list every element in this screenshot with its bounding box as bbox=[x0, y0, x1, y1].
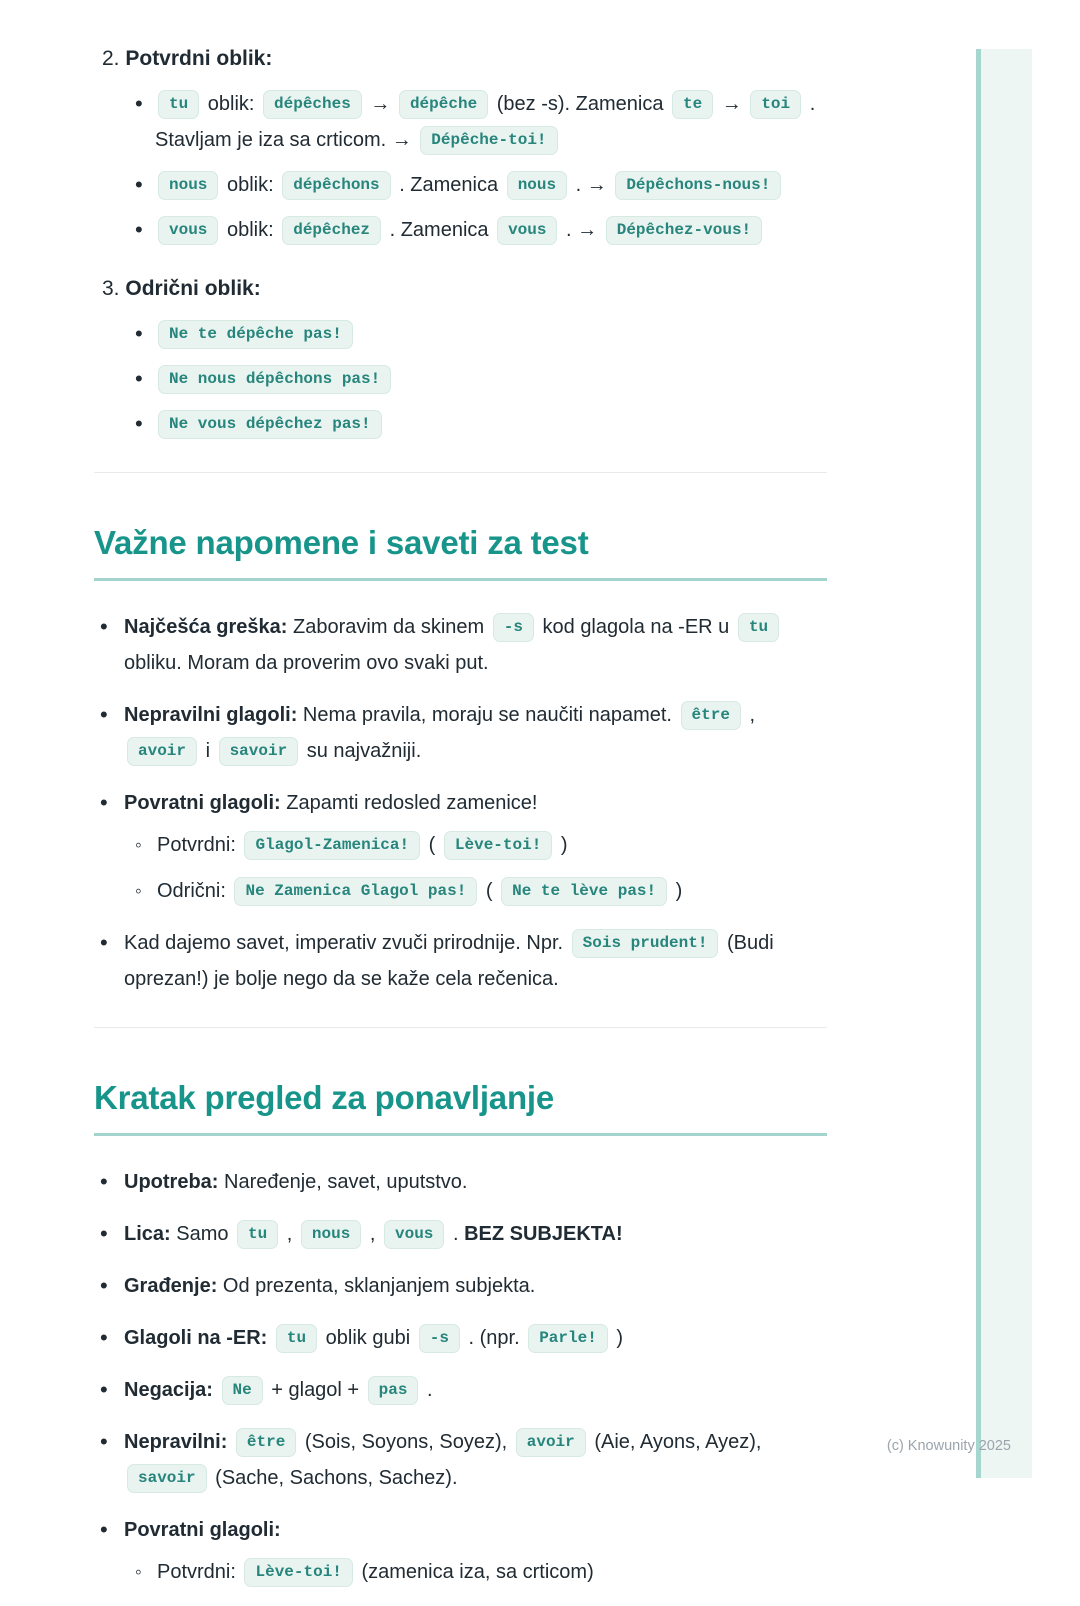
numbered-item bbox=[102, 274, 827, 304]
code-badge: dépêchons bbox=[282, 171, 390, 200]
text-run: (zamenica iza, sa crticom) bbox=[355, 1561, 594, 1583]
bullet-list bbox=[94, 86, 827, 248]
sub-bullet-list bbox=[124, 827, 827, 909]
section-heading: Kratak pregled za ponavljanje bbox=[94, 1078, 827, 1136]
code-badge: tu bbox=[276, 1324, 317, 1353]
text-run: . bbox=[421, 1379, 433, 1401]
bullet-item bbox=[94, 1320, 827, 1356]
bullet-item bbox=[94, 1164, 827, 1200]
code-badge: tu bbox=[738, 613, 779, 642]
code-badge: Dépêchez-vous! bbox=[606, 216, 762, 245]
text-run: Odrični: bbox=[157, 880, 232, 902]
text-run: , bbox=[743, 704, 756, 726]
text-run: + glagol + bbox=[265, 1379, 365, 1401]
code-badge: savoir bbox=[127, 1464, 207, 1493]
text-run: (Sache, Sachons, Sachez). bbox=[209, 1467, 458, 1489]
numbered-item-title: Potvrdni oblik: bbox=[125, 47, 273, 70]
bullet-item bbox=[94, 167, 827, 203]
bullet-item bbox=[94, 86, 827, 158]
bold-text: Glagoli na -ER: bbox=[124, 1327, 268, 1349]
bold-text: Lica: bbox=[124, 1223, 171, 1245]
text-run: . → bbox=[560, 219, 603, 241]
text-run: ( bbox=[423, 834, 441, 856]
text-run: , bbox=[364, 1223, 381, 1245]
code-badge: Ne te dépêche pas! bbox=[158, 320, 353, 349]
bold-text: Upotreba: bbox=[124, 1171, 219, 1193]
bold-text: Građenje: bbox=[124, 1275, 218, 1297]
text-run: → bbox=[716, 93, 748, 115]
bullet-item bbox=[94, 1268, 827, 1304]
section-divider bbox=[94, 1027, 827, 1028]
code-badge: pas bbox=[368, 1376, 419, 1405]
text-run: oblik: bbox=[221, 219, 280, 241]
sub-bullet-list bbox=[124, 1554, 827, 1590]
text-run: (Budi oprezan!) je bolje nego da se kaže cela rečenica. bbox=[124, 932, 774, 990]
code-badge: dépêches bbox=[263, 90, 362, 119]
code-badge: dépêchez bbox=[282, 216, 381, 245]
sub-bullet-item bbox=[124, 1554, 827, 1590]
section-divider bbox=[94, 472, 827, 473]
bold-text: Povratni glagoli: bbox=[124, 1519, 281, 1541]
bullet-item bbox=[94, 406, 827, 442]
code-badge: te bbox=[672, 90, 713, 119]
code-badge: nous bbox=[158, 171, 218, 200]
text-run: Zaboravim da skinem bbox=[287, 616, 490, 638]
code-badge: dépêche bbox=[399, 90, 488, 119]
text-run: Zapamti redosled zamenice! bbox=[280, 792, 538, 814]
text-run: ) bbox=[610, 1327, 624, 1349]
code-badge: tu bbox=[237, 1220, 278, 1249]
bullet-list bbox=[94, 1164, 827, 1590]
text-run: su najvažniji. bbox=[301, 740, 422, 762]
bullet-item bbox=[94, 925, 827, 997]
bullet-item bbox=[94, 1424, 827, 1496]
numbered-item-title: Odrični oblik: bbox=[125, 277, 261, 300]
numbered-item-number: 2. bbox=[102, 47, 126, 70]
code-badge: Ne Zamenica Glagol pas! bbox=[234, 877, 477, 906]
bold-text: Povratni glagoli: bbox=[124, 792, 281, 814]
text-run: Samo bbox=[170, 1223, 235, 1245]
bold-text: Nepravilni: bbox=[124, 1431, 228, 1453]
code-badge: avoir bbox=[516, 1428, 586, 1457]
code-badge: nous bbox=[301, 1220, 361, 1249]
code-badge: Lève-toi! bbox=[244, 1558, 352, 1587]
bullet-list bbox=[94, 609, 827, 997]
document-content bbox=[94, 44, 827, 1606]
code-badge: avoir bbox=[127, 737, 197, 766]
code-badge: vous bbox=[497, 216, 557, 245]
section-heading: Važne napomene i saveti za test bbox=[94, 523, 827, 581]
text-run: i bbox=[200, 740, 216, 762]
text-run: . Stavljam je iza sa crticom. → bbox=[155, 93, 816, 151]
code-badge: Dépêche-toi! bbox=[420, 126, 557, 155]
text-run: (bez -s). Zamenica bbox=[491, 93, 669, 115]
bullet-list bbox=[94, 316, 827, 442]
text-run: . → bbox=[570, 174, 613, 196]
code-badge: Ne nous dépêchons pas! bbox=[158, 365, 391, 394]
text-run bbox=[213, 1379, 219, 1401]
bullet-item bbox=[94, 361, 827, 397]
code-badge: Glagol-Zamenica! bbox=[244, 831, 420, 860]
code-badge: être bbox=[681, 701, 741, 730]
text-run: (Aie, Ayons, Ayez), bbox=[588, 1431, 762, 1453]
text-run: Od prezenta, sklanjanjem subjekta. bbox=[217, 1275, 536, 1297]
code-badge: Lève-toi! bbox=[444, 831, 552, 860]
code-badge: Ne te lève pas! bbox=[501, 877, 667, 906]
bullet-item bbox=[94, 609, 827, 681]
bullet-item bbox=[94, 212, 827, 248]
text-run: , bbox=[281, 1223, 298, 1245]
text-run: . Zamenica bbox=[393, 174, 504, 196]
numbered-item-number: 3. bbox=[102, 277, 126, 300]
text-run: ( bbox=[480, 880, 499, 902]
text-run: Naređenje, savet, uputstvo. bbox=[218, 1171, 468, 1193]
code-badge: Sois prudent! bbox=[572, 929, 719, 958]
bullet-item bbox=[94, 1372, 827, 1408]
code-badge: Parle! bbox=[528, 1324, 608, 1353]
watermark: (c) Knowunity 2025 bbox=[886, 1438, 1011, 1454]
text-run: kod glagola na -ER u bbox=[536, 616, 735, 638]
code-badge: vous bbox=[384, 1220, 444, 1249]
code-badge: Dépêchons-nous! bbox=[615, 171, 781, 200]
bullet-item bbox=[94, 697, 827, 769]
code-badge: -s bbox=[493, 613, 534, 642]
text-run: ) bbox=[670, 880, 683, 902]
text-run: obliku. Moram da proverim ovo svaki put. bbox=[124, 652, 489, 674]
sub-bullet-item bbox=[124, 827, 827, 863]
text-run: oblik gubi bbox=[320, 1327, 416, 1349]
code-badge: nous bbox=[507, 171, 567, 200]
text-run: oblik: bbox=[221, 174, 280, 196]
text-run: Potvrdni: bbox=[157, 834, 242, 856]
text-run: Nema pravila, moraju se naučiti napamet. bbox=[297, 704, 678, 726]
text-run bbox=[227, 1431, 233, 1453]
code-badge: toi bbox=[750, 90, 801, 119]
bullet-item bbox=[94, 1512, 827, 1590]
sub-bullet-item bbox=[124, 873, 827, 909]
bold-text: Najčešća greška: bbox=[124, 616, 288, 638]
bold-text: BEZ SUBJEKTA! bbox=[464, 1223, 623, 1245]
text-run: Potvrdni: bbox=[157, 1561, 242, 1583]
bold-text: Nepravilni glagoli: bbox=[124, 704, 298, 726]
code-badge: -s bbox=[419, 1324, 460, 1353]
code-badge: être bbox=[236, 1428, 296, 1457]
text-run: . Zamenica bbox=[384, 219, 495, 241]
text-run: → bbox=[364, 93, 396, 115]
bold-text: Negacija: bbox=[124, 1379, 213, 1401]
code-badge: vous bbox=[158, 216, 218, 245]
scrollbar-track[interactable] bbox=[976, 49, 1032, 1478]
text-run: . (npr. bbox=[462, 1327, 526, 1349]
code-badge: Ne vous dépêchez pas! bbox=[158, 410, 382, 439]
bullet-item bbox=[94, 316, 827, 352]
code-badge: savoir bbox=[219, 737, 299, 766]
code-badge: tu bbox=[158, 90, 199, 119]
numbered-item bbox=[102, 44, 827, 74]
text-run: . bbox=[447, 1223, 465, 1245]
text-run bbox=[267, 1327, 273, 1349]
bullet-item bbox=[94, 1216, 827, 1252]
text-run: oblik: bbox=[202, 93, 261, 115]
bullet-item bbox=[94, 785, 827, 909]
text-run: (Sois, Soyons, Soyez), bbox=[299, 1431, 513, 1453]
code-badge: Ne bbox=[222, 1376, 263, 1405]
text-run: ) bbox=[555, 834, 568, 856]
text-run: Kad dajemo savet, imperativ zvuči prirodnije. Npr. bbox=[124, 932, 569, 954]
